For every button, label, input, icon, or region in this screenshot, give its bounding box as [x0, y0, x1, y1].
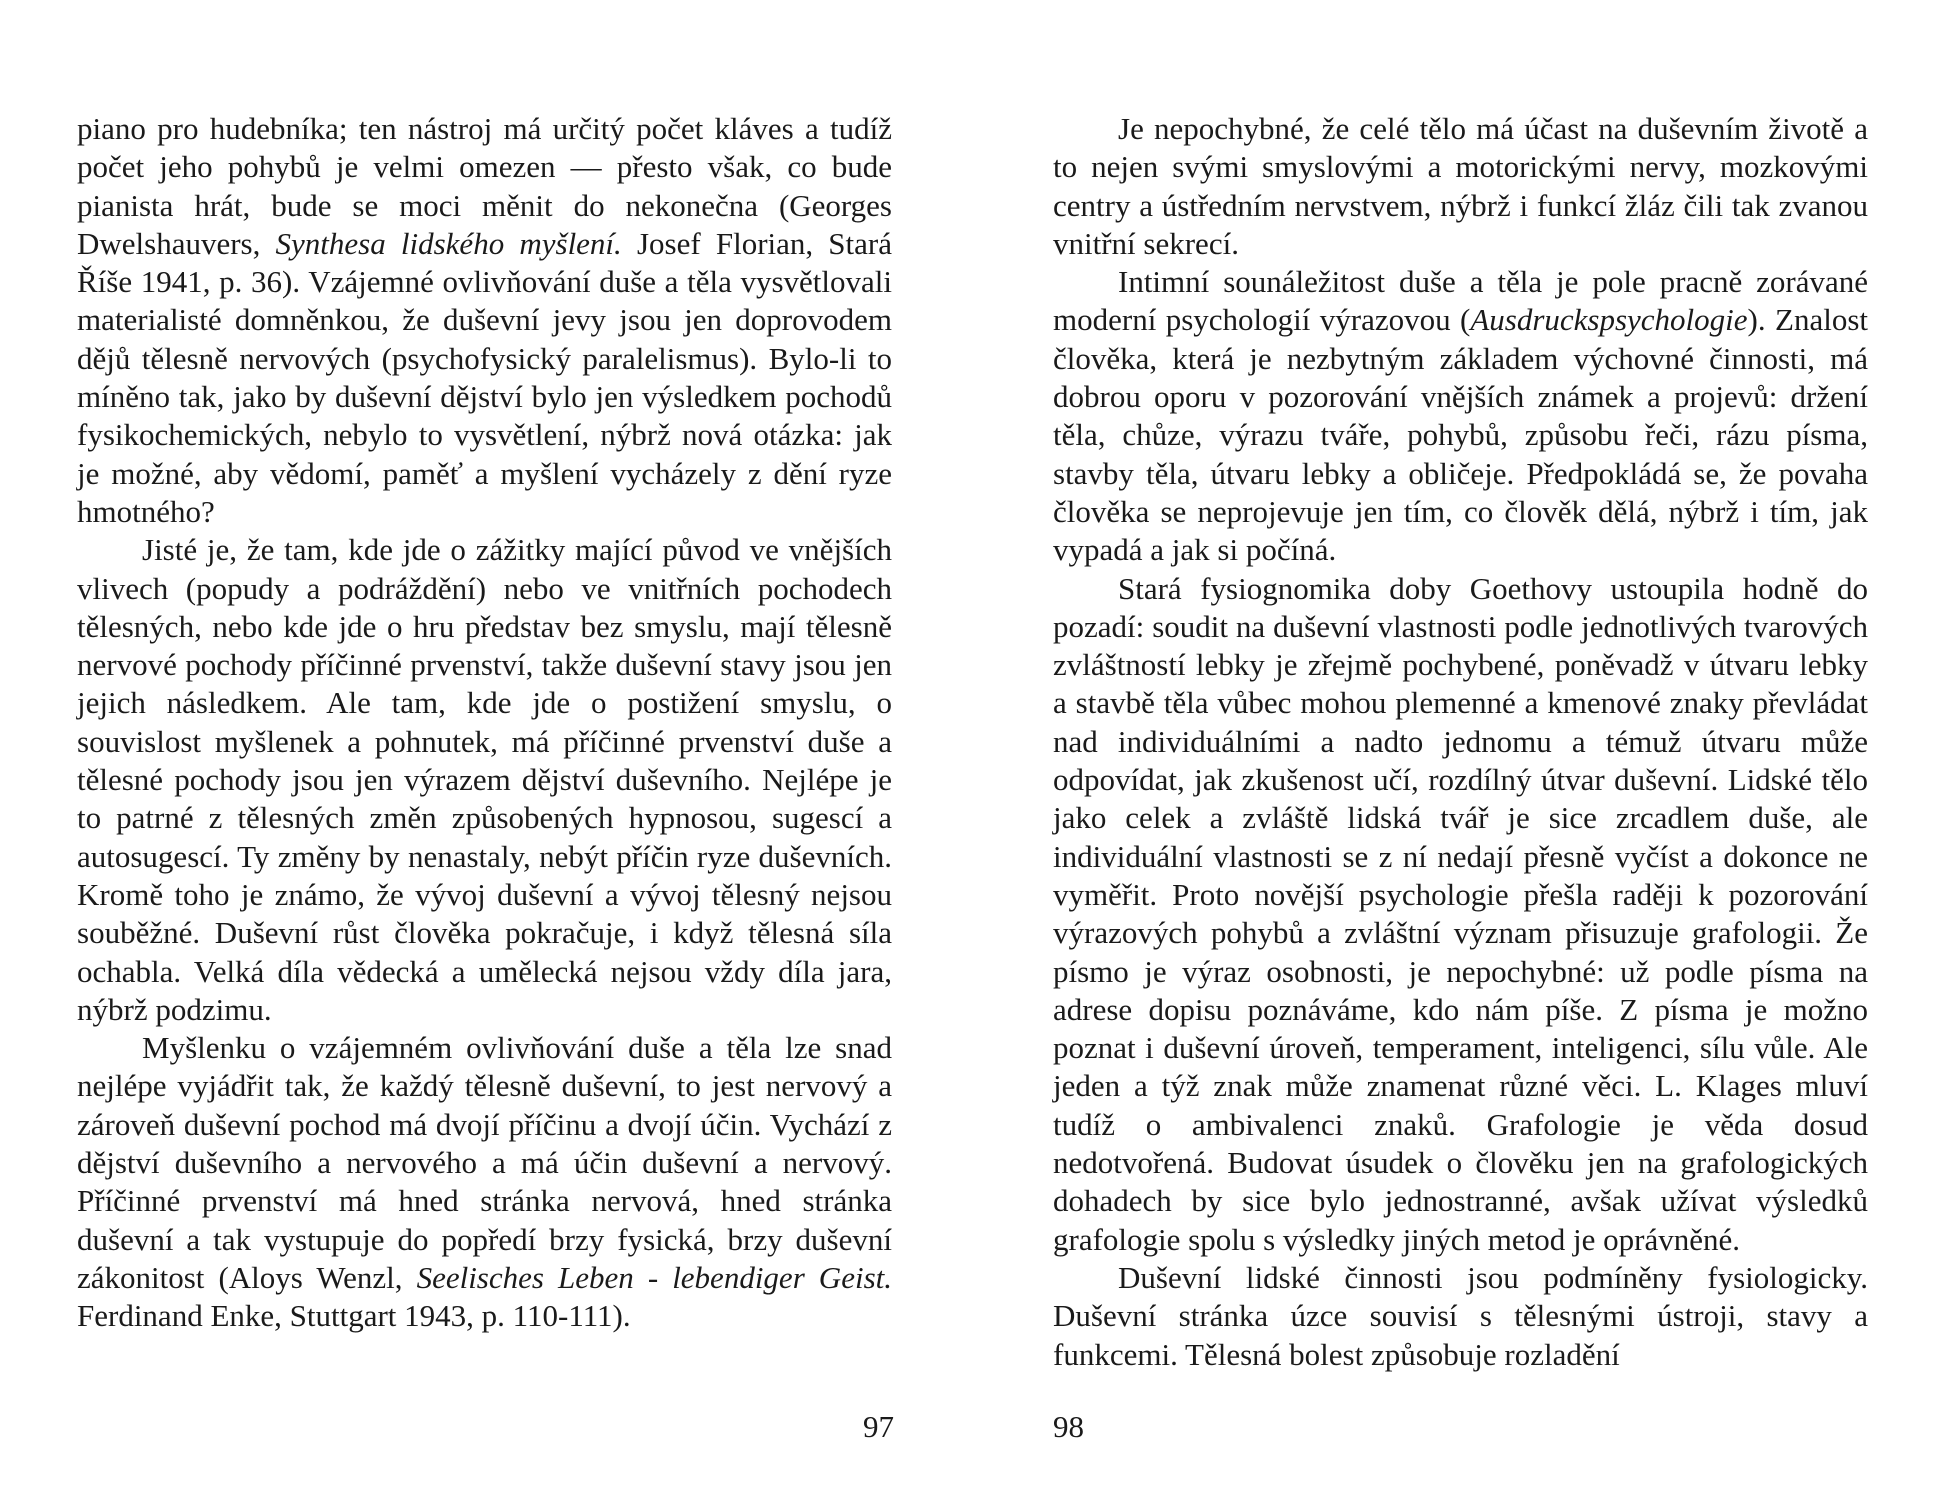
text-run: Stará fysiognomika doby Goethovy ustoupila hodně do pozadí: soudit na duševní vlastnosti podle jednotlivých tvarových zvláštností lebky je zřejmě pochybené, poněvadž v útvaru lebky a stavbě těla vůbec mohou plemenné a kmenové znaky převládat nad individuálními a nadto jednomu a témuž útvaru může odpovídat, jak zkušenost učí, rozdílný útvar duševní. Lidské tělo jako celek a zvláště lidská tvář je sice zrcadlem duše, ale individuální vlastnosti se z ní nedají přesně vyčíst a dokonce ne vyměřit. Proto novější psychologie přešla raději k pozorování výrazových pohybů a zvláštní význam přisuzuje grafologii. Že písmo je výraz osobnosti, je nepochybné: už podle písma na adrese dopisu poznáváme, kdo nám píše. Z písma je možno poznat i duševní úroveň, temperament, inteligenci, sílu vůle. Ale jeden a týž znak může znamenat různé věci. L. Klages mluví tudíž o ambivalenci znaků. Grafologie je věda dosud nedotvořená. Budovat úsudek o člověku jen na grafologických dohadech by sice bylo jednostranné, avšak užívat výsledků grafologie spolu s výsledky jiných metod je oprávněné. — [1053, 570, 1868, 1257]
term-italic: Ausdruckspsychologie — [1470, 302, 1748, 338]
paragraph — [1053, 1259, 1868, 1374]
paragraph — [1053, 263, 1868, 569]
text-run: Josef Florian, Stará Říše 1941, p. 36). Vzájemné ovlivňování duše a těla vysvětlovali materialisté domněnkou, že duševní jevy jsou jen doprovodem dějů tělesně nervových (psychofysický paralelismus). Bylo-li to míněno tak, jako by duševní dějství bylo jen výsledkem pochodů fysikochemických, nebylo to vysvětlení, nýbrž nová otázka: jak je možné, aby vědomí, paměť a myšlení vycházely z dění ryze hmotného? — [77, 225, 892, 529]
paragraph — [1053, 110, 1868, 263]
right-page — [1053, 110, 1868, 1374]
text-run: ). Znalost člověka, která je nezbytným základem výchovné činnosti, má dobrou oporu v pozorování vnějších známek a projevů: držení těla, chůze, výrazu tváře, pohybů, způsobu řeči, rázu písma, stavby těla, útvaru lebky a obličeje. Předpokládá se, že povaha člověka se neprojevuje jen tím, co člověk dělá, nýbrž i tím, jak vypadá a jak si počíná. — [1053, 302, 1868, 568]
paragraph — [1053, 570, 1868, 1259]
text-run: Intimní sounáležitost duše a těla je pole pracně zorávané moderní psychologií výrazovou ( — [1053, 264, 1868, 338]
text-run: Je nepochybné, že celé tělo má účast na duševním životě a to nejen svými smyslovými a motorickými nervy, mozkovými centry a ústředním nervstvem, nýbrž i funkcí žláz čili tak zvanou vnitřní sekrecí. — [1053, 111, 1868, 261]
left-page — [77, 110, 892, 1336]
paragraph — [77, 1029, 892, 1335]
text-run: Ferdinand Enke, Stuttgart 1943, p. 110-111). — [77, 1298, 631, 1334]
text-run: piano pro hudebníka; ten nástroj má určitý počet kláves a tudíž počet jeho pohybů je velmi omezen — přesto však, co bude pianista hrát, bude se moci měnit do nekonečna (Georges Dwelshauvers, — [77, 111, 892, 261]
page-number-right: 98 — [1053, 1409, 1084, 1444]
text-run: Myšlenku o vzájemném ovlivňování duše a těla lze snad nejlépe vyjádřit tak, že každý tělesně duševní, to jest nervový a zároveň duševní pochod má dvojí příčinu a dvojí účin. Vychází z dějství duševního a nervového a má účin duševní a nervový. Příčinné prvenství má hned stránka nervová, hned stránka duševní a tak vystupuje do popředí brzy fysická, brzy duševní zákonitost (Aloys Wenzl, — [77, 1030, 892, 1295]
book-title: Synthesa lidského myšlení. — [275, 225, 622, 261]
book-title: Seelisches Leben - lebendiger Geist. — [416, 1259, 892, 1295]
text-run: Jisté je, že tam, kde jde o zážitky mající původ ve vnějších vlivech (popudy a podráždění) nebo ve vnitřních pochodech tělesných, nebo kde jde o hru představ bez smyslu, mají tělesně nervové pochody příčinné prvenství, takže duševní stavy jsou jen jejich následkem. Ale tam, kde jde o postižení smyslu, o souvislost myšlenek a pohnutek, má příčinné prvenství duše a tělesné pochody jsou jen výrazem dějství duševního. Nejlépe je to patrné z tělesných změn způsobených hypnosou, sugescí a autosugescí. Ty změny by nenastaly, nebýt příčin ryze duševních. Kromě toho je známo, že vývoj duševní a vývoj tělesný nejsou souběžné. Duševní růst člověka pokračuje, i když tělesná síla ochabla. Velká díla vědecká a umělecká nejsou vždy díla jara, nýbrž podzimu. — [77, 532, 892, 1027]
paragraph — [77, 531, 892, 1029]
page-number-left: 97 — [863, 1409, 894, 1444]
text-run: Duševní lidské činnosti jsou podmíněny fysiologicky. Duševní stránka úzce souvisí s tělesnými ústroji, stavy a funkcemi. Tělesná bolest způsobuje rozladění — [1053, 1259, 1868, 1372]
paragraph — [77, 110, 892, 531]
